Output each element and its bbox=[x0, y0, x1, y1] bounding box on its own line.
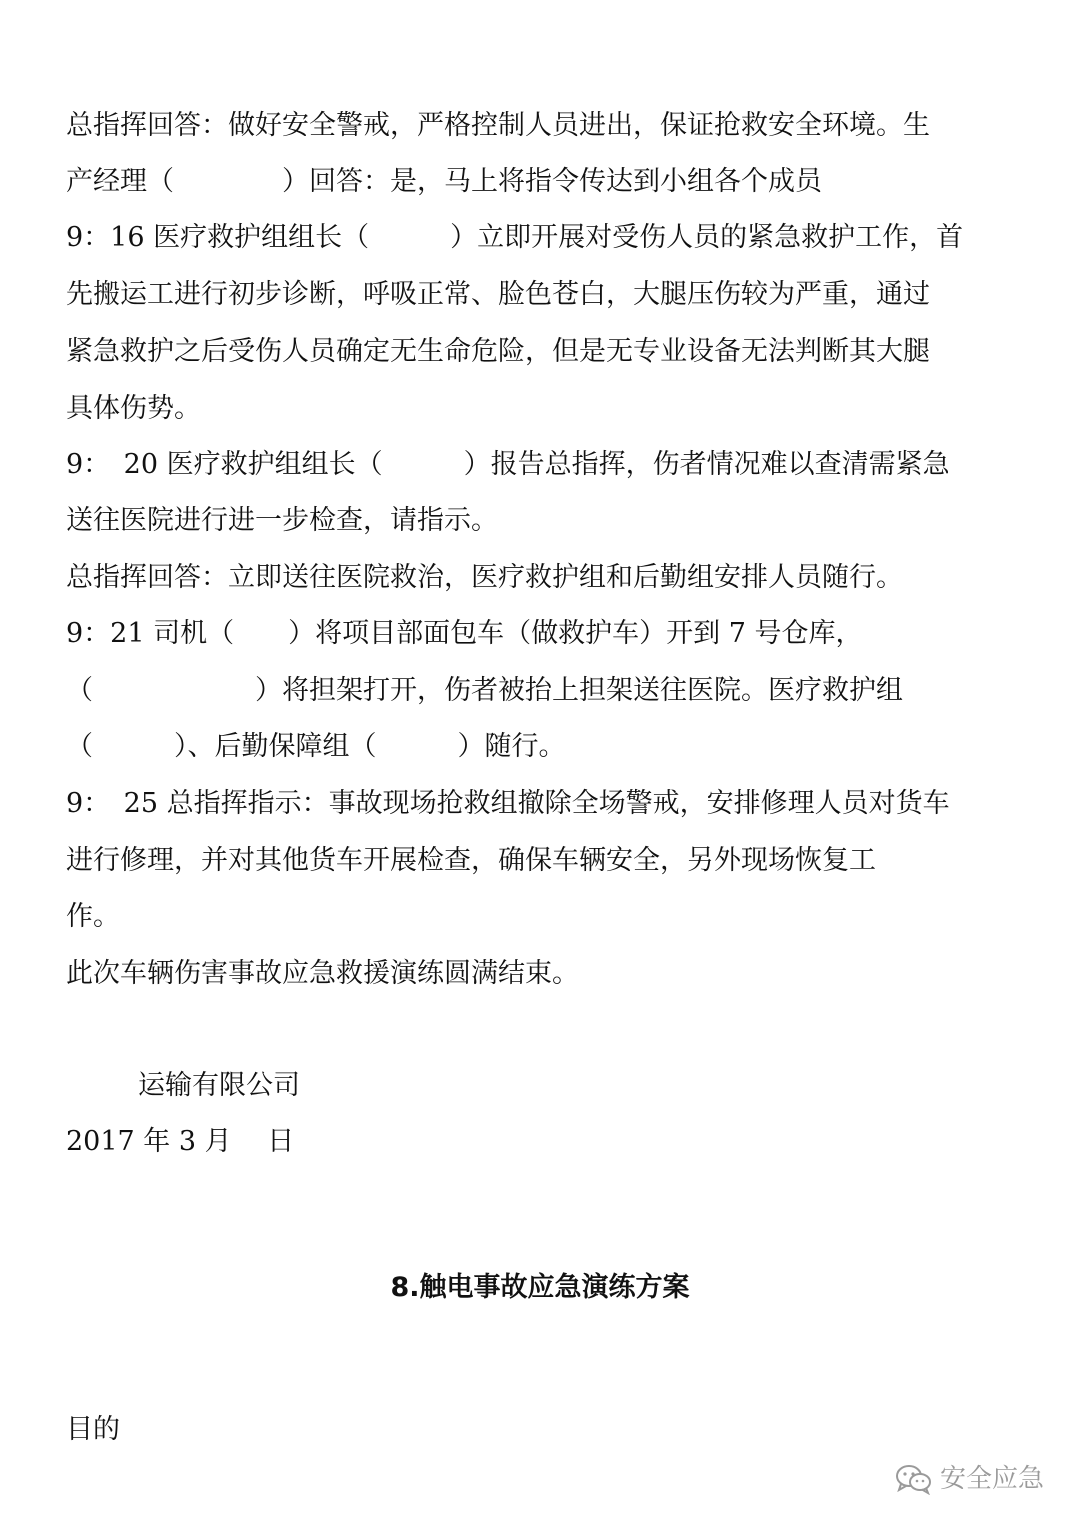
body-line-13: 9： 25 总指挥指示：事故现场抢救组撤除全场警戒，安排修理人员对货车 bbox=[66, 788, 950, 819]
body-line-8: 送往医院进行进一步检查，请指示。 bbox=[66, 505, 498, 536]
body-line-5: 紧急救护之后受伤人员确定无生命危险，但是无专业设备无法判断其大腿 bbox=[66, 336, 930, 367]
wechat-icon bbox=[894, 1463, 934, 1495]
body-line-6: 具体伤势。 bbox=[66, 393, 201, 424]
body-line-11: （ ）将担架打开，伤者被抬上担架送往医院。医疗救护组 bbox=[66, 675, 903, 706]
body-line-7: 9： 20 医疗救护组组长（ ）报告总指挥，伤者情况难以查清需紧急 bbox=[66, 449, 950, 480]
company-name: 运输有限公司 bbox=[138, 1070, 300, 1101]
body-line-1: 总指挥回答：做好安全警戒，严格控制人员进出，保证抢救安全环境。生 bbox=[66, 110, 930, 141]
body-line-14: 进行修理，并对其他货车开展检查，确保车辆安全，另外现场恢复工 bbox=[66, 845, 876, 876]
body-line-2: 产经理（ ）回答：是，马上将指令传达到小组各个成员 bbox=[66, 166, 822, 197]
watermark-text: 安全应急 bbox=[939, 1464, 1044, 1494]
body-line-16: 此次车辆伤害事故应急救援演练圆满结束。 bbox=[66, 958, 579, 989]
section-heading: 8.触电事故应急演练方案 bbox=[390, 1272, 690, 1303]
body-line-9: 总指挥回答：立即送往医院救治，医疗救护组和后勤组安排人员随行。 bbox=[66, 562, 903, 593]
watermark bbox=[894, 1462, 1044, 1496]
subheading-purpose: 目的 bbox=[66, 1414, 120, 1445]
body-line-10: 9：21 司机（ ）将项目部面包车（做救护车）开到 7 号仓库， bbox=[66, 618, 863, 649]
body-line-15: 作。 bbox=[66, 901, 120, 932]
body-line-4: 先搬运工进行初步诊断，呼吸正常、脸色苍白，大腿压伤较为严重，通过 bbox=[66, 279, 930, 310]
body-line-12: （ ）、后勤保障组（ ）随行。 bbox=[66, 731, 566, 762]
body-line-3: 9：16 医疗救护组组长（ ）立即开展对受伤人员的紧急救护工作，首 bbox=[66, 222, 964, 253]
signature-date: 2017 年 3 月 日 bbox=[66, 1126, 295, 1157]
